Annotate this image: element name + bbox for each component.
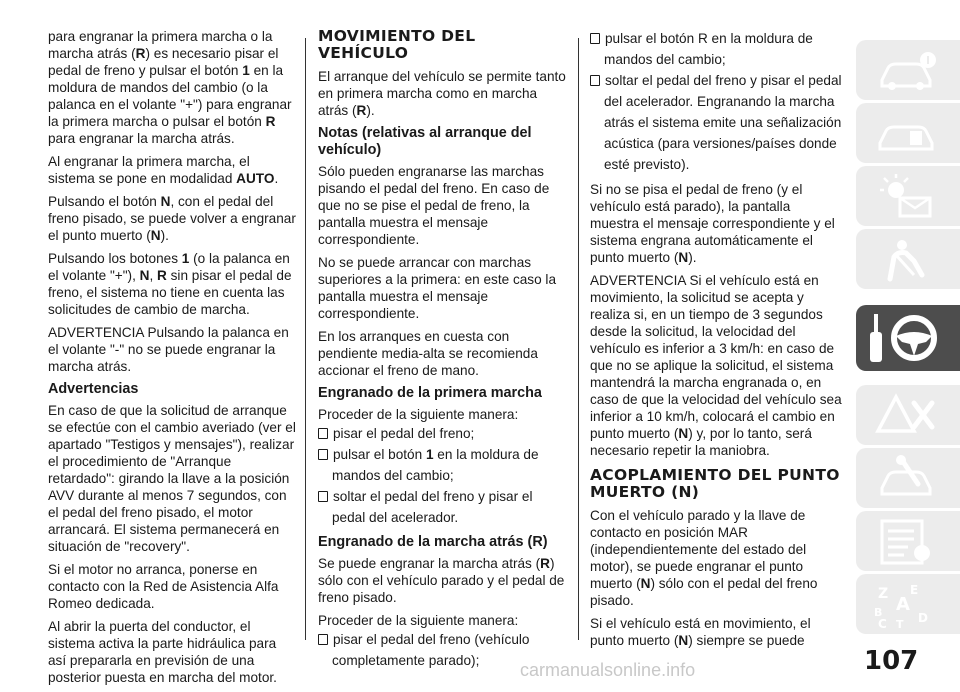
watermark: carmanualsonline.info <box>520 660 696 680</box>
side-tab-car-info[interactable] <box>856 40 960 100</box>
paragraph: Pulsando los botones 1 (o la palanca en el volante "+"), N, R sin pisar el pedal de freno, el sistema no tiene en cuenta las solicitudes de cambio de marcha. <box>48 251 292 317</box>
svg-text:D: D <box>918 611 928 625</box>
checkbox-bullet-icon <box>318 634 328 645</box>
side-tab-warning-lights[interactable] <box>856 166 960 226</box>
key-steering-wheel-icon <box>866 310 946 366</box>
warning-lights-icon <box>874 172 944 222</box>
list-item: pulsar el botón R en la moldura de mandos del cambio; <box>590 28 842 70</box>
column-divider <box>305 38 306 640</box>
maintenance-wrench-icon <box>874 454 944 504</box>
side-tab-maintenance[interactable] <box>856 448 960 508</box>
svg-text:B: B <box>874 606 883 619</box>
section-heading-acoplamiento: ACOPLAMIENTO DEL PUNTO MUERTO (N) <box>590 466 840 501</box>
paragraph: Proceder de la siguiente manera: <box>318 613 519 628</box>
checkbox-bullet-icon <box>318 491 328 502</box>
list-item: soltar el pedal del freno y pisar el pedal del acelerador. Engranando la marcha atrás el sistema emite una señalización acústica (para versiones/países donde esté previsto). <box>590 70 842 175</box>
svg-text:T: T <box>896 618 904 630</box>
side-tab-car-door[interactable] <box>856 103 960 163</box>
svg-text:A: A <box>896 594 910 615</box>
paragraph: Sólo pueden engranarse las marchas pisando el pedal del freno. En caso de que no se pise el pedal de freno, la pantalla muestra el mensaje correspondiente. <box>318 164 550 247</box>
heading-advertencias: Advertencias <box>48 381 139 397</box>
column-1 <box>48 28 296 692</box>
svg-text:C: C <box>878 617 887 630</box>
paragraph: Proceder de la siguiente manera: <box>318 407 519 422</box>
heading-marcha-atras: Engranado de la marcha atrás (R) <box>318 534 548 550</box>
side-tab-starting-driving[interactable] <box>856 305 960 371</box>
heading-notas: Notas (relativas al arranque del vehículo) <box>318 125 532 158</box>
checkbox-bullet-icon <box>318 428 328 439</box>
section-heading-movimiento: MOVIMIENTO DEL VEHÍCULO <box>318 27 476 62</box>
list-item: pisar el pedal del freno (vehículo completamente parado); <box>318 629 566 671</box>
alphabetical-index-icon <box>874 580 944 630</box>
svg-text:Z: Z <box>878 586 889 602</box>
steps-list <box>318 423 566 528</box>
technical-data-icon <box>874 517 944 567</box>
list-item: pisar el pedal del freno; <box>318 423 566 444</box>
paragraph: El arranque del vehículo se permite tanto en primera marcha como en marcha atrás (R). <box>318 69 566 118</box>
side-tab-airbag-safety[interactable] <box>856 229 960 289</box>
paragraph: En caso de que la solicitud de arranque se efectúe con el cambio averiado (ver el apartado "Testigos y mensajes"), realizar el procedimiento de "Arranque retardado": girando la llave a la posición AVV durante al menos 7 segundos, con el pedal del freno pisado, el motor arrancará. El sistema permanecerá en situación de "recovery". <box>48 403 296 554</box>
svg-text:E: E <box>910 583 919 597</box>
checkbox-bullet-icon <box>318 449 328 460</box>
side-tab-index[interactable] <box>856 574 960 634</box>
paragraph: Si no se pisa el pedal de freno (y el vehículo está parado), la pantalla muestra el mensaje correspondiente y el sistema engrana automáticamente el punto muerto (N). <box>590 182 835 265</box>
steps-list <box>590 28 842 175</box>
airbag-safety-icon <box>874 235 944 285</box>
column-3 <box>590 28 842 655</box>
car-door-icon <box>874 109 944 159</box>
heading-primera-marcha: Engranado de la primera marcha <box>318 385 542 401</box>
paragraph: Si el motor no arranca, ponerse en contacto con la Red de Asistencia Alfa Romeo dedicada. <box>48 562 279 611</box>
column-divider <box>578 38 579 640</box>
paragraph: Pulsando el botón N, con el pedal del freno pisado, se puede volver a engranar el punto muerto (N). <box>48 194 296 243</box>
warning-paragraph: ADVERTENCIA Si el vehículo está en movimiento, la solicitud se acepta y realiza si, en un tiempo de 3 segundos desde la solicitud, la velocidad del vehículo es inferior a 3 km/h: en caso de que no se aplique la solicitud, el sistema mantendrá la marcha engranada o, en caso de que la velocidad del vehículo sea inferior a 10 km/h, colocará el cambio en punto muerto (N) y, por lo tanto, será necesario repetir la maniobra. <box>590 273 842 458</box>
side-tab-emergency[interactable] <box>856 385 960 445</box>
checkbox-bullet-icon <box>590 33 600 44</box>
column-2 <box>318 28 566 677</box>
paragraph: Se puede engranar la marcha atrás (R) sólo con el vehículo parado y el pedal de freno pisado. <box>318 556 565 605</box>
paragraph: En los arranques en cuesta con pendiente media-alta se recomienda accionar el freno de mano. <box>318 329 538 378</box>
list-item: pulsar el botón 1 en la moldura de mandos del cambio; <box>318 444 566 486</box>
side-tab-technical-data[interactable] <box>856 511 960 571</box>
paragraph: Al engranar la primera marcha, el sistema se pone en modalidad AUTO. <box>48 154 279 186</box>
car-info-icon <box>874 46 944 96</box>
checkbox-bullet-icon <box>590 75 600 86</box>
paragraph: No se puede arrancar con marchas superiores a la primera: en este caso la pantalla muestra el mensaje correspondiente. <box>318 255 557 321</box>
paragraph: para engranar la primera marcha o la marcha atrás (R) es necesario pisar el pedal de freno y pulsar el botón 1 en la moldura de mandos del cambio (o la palanca en el volante "+") para engranar la primera marcha o pulsar el botón R para engranar la marcha atrás. <box>48 29 292 146</box>
warning-triangle-tools-icon <box>874 391 944 441</box>
page-number: 107 <box>864 646 919 676</box>
paragraph: Con el vehículo parado y la llave de contacto en posición MAR (independientemente del estado del motor), se puede engranar el punto muerto (N) sólo con el pedal del freno pisado. <box>590 508 818 608</box>
warning-paragraph: ADVERTENCIA Pulsando la palanca en el volante "-" no se puede engranar la marcha atrás. <box>48 325 289 374</box>
list-item: soltar el pedal del freno y pisar el pedal del acelerador. <box>318 486 566 528</box>
paragraph: Al abrir la puerta del conductor, el sistema activa la parte hidráulica para así prepararla en previsión de una posterior puesta en marcha del motor. <box>48 619 277 685</box>
paragraph: Si el vehículo está en movimiento, el punto muerto (N) siempre se puede <box>590 616 811 648</box>
